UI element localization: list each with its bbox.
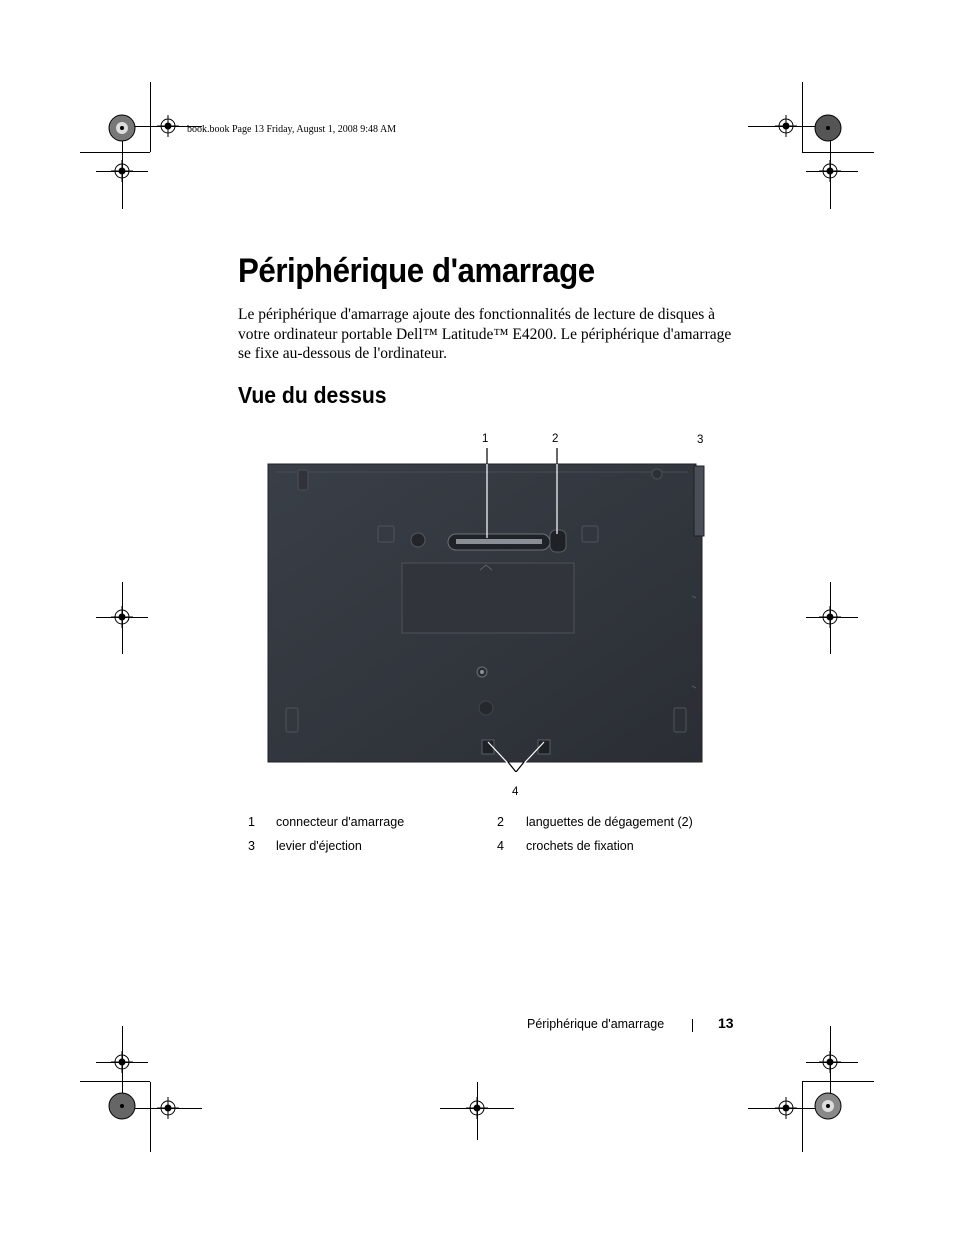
color-target-icon [814,114,842,142]
intro-paragraph: Le périphérique d'amarrage ajoute des fonctionnalités de lecture de disques à votre ordinateur portable Dell™ Latitude™ E4200. Le périphérique d'amarrage se fixe au-dessous de l'ordinateur. [238,306,732,362]
registration-mark-icon [775,115,797,137]
callout-4: 4 [512,786,519,798]
color-target-icon [814,1092,842,1120]
registration-mark-icon [111,160,133,182]
print-imprint: book.book Page 13 Friday, August 1, 2008 9:48 AM [187,124,397,135]
callout-3: 3 [697,434,704,446]
callout-2: 2 [552,433,559,445]
legend-number: 1 [248,815,255,829]
registration-mark-icon [775,1097,797,1119]
registration-mark-icon [111,606,133,628]
legend-label: levier d'éjection [276,839,362,853]
registration-mark-icon [819,606,841,628]
legend-number: 4 [497,839,504,853]
page-title: Périphérique d'amarrage [238,252,595,290]
footer-section: Périphérique d'amarrage [527,1017,665,1031]
color-target-icon [108,114,136,142]
color-target-icon [108,1092,136,1120]
legend-number: 2 [497,815,504,829]
registration-mark-icon [819,160,841,182]
legend-label: crochets de fixation [526,839,634,853]
footer-divider [692,1019,693,1032]
page-number: 13 [718,1015,734,1031]
section-title: Vue du dessus [238,382,387,408]
callout-1: 1 [482,433,489,445]
legend-number: 3 [248,839,255,853]
registration-mark-icon [466,1097,488,1119]
docking-device-illustration [262,446,712,772]
legend-label: connecteur d'amarrage [276,815,405,829]
registration-mark-icon [157,1097,179,1119]
registration-mark-icon [157,115,179,137]
registration-mark-icon [111,1051,133,1073]
legend-label: languettes de dégagement (2) [526,815,693,829]
registration-mark-icon [819,1051,841,1073]
